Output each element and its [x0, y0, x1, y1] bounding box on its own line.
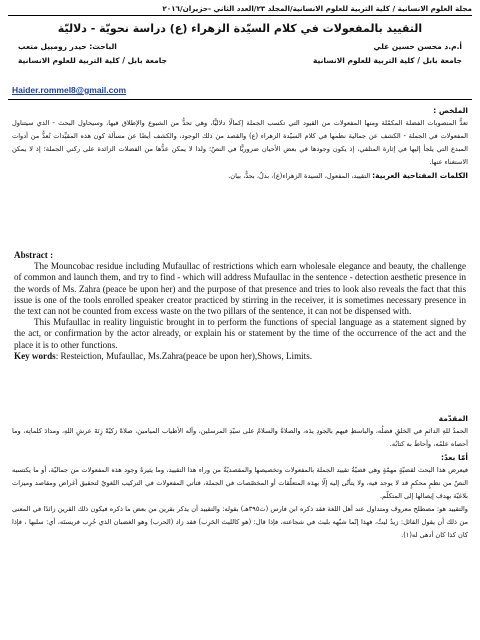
amma-baad-heading: أمّا بعدُ:	[440, 453, 468, 462]
english-abstract-paragraph-1: The Mouncobac residue including Mufaullac of restrictions which earn wholesale elegance and beauty, the challenge of common and launch them, and try to find - which will address Mufaullac in the sentence - detection aesthetic presence in the words of Ms. Zahra (peace be upon her) and the purpose of that presence and tries to look also reveals the fact that this issue is one of the tools enrolled speaker creator practiced by stirring in the receiver, it is sometimes necessary presence in the text can not be counted from excess waste on the two pillars of the sentence, it can not be dispensed with.	[14, 261, 466, 317]
running-header: مجلة العلوم الانسانية / كلية التربية للعلوم الانسانية/المجلد ٢٣/العدد الثاني -حزيران/٢٠١٦	[162, 4, 472, 13]
english-abstract	[14, 250, 466, 362]
arabic-keywords	[12, 169, 468, 183]
introduction-paragraph-1: فيعرض هذا البحث لقضيّةٍ مهمّةٍ وهي قضيّةُ تقييد الجملة بالمفعولات وتخصيصها والمقصديّةُ من وراء هذا التقييد، وما يثيرهُ وجود هذه المفعولات من جماليّة، أو ما يكتسبه النصّ من نظمٍ محكمٍ قد لا يوجد فيه، ولا يتأتّى إليه إلّا بهذه المتعلّقات أو المخصّصات في الجملة، فتأتي المفعولات في التركيب اللغويّ لتحقيق أغراض ومقاصد وميزات بلاغيّة بهدف إيصالها إلى المتكلّم.	[12, 466, 468, 500]
affiliation-right: جامعة بابل / كلية التربية للعلوم الانسانية	[313, 56, 462, 65]
header-rule	[8, 15, 472, 16]
author-right: أ.م.د محسن حسين علي	[373, 42, 462, 51]
affiliation-left: جامعة بابل / كلية التربية للعلوم الانسانية	[18, 56, 167, 65]
english-keywords	[14, 351, 466, 362]
author-left: الباحث: حيدر رومبيل متعب	[18, 42, 117, 51]
arabic-abstract-body: تعدُّ المنصوبات الفضلة المكمّلة ومنها المفعولات من القيود التي تكسب الجملة إكمالًا دلاليًّا، وهي تحدُّ من الشيوع والإطلاق فيها، وسيحاول البحث - الذي سيتناول المفعولات في الجملة - الكشف عن جمالية نظمها في كلام السيّدة الزهراء (ع) والقصد من ذلك الوجود، والكشف أيضًا عن مسألة كون هذه المقيِّدات تُعدُّ من أدوات المبدع التي يلجأ إليها في إثارة المتلقي، إذ يكون وجودها في بعض الأحيان ضروريًّا في النصّ؛ ولذا لا يمكن عدُّها من الفضلات الزائدة على ركني الجملة؛ إذ لا يمكن الاستغناء عنها.	[12, 119, 468, 166]
arabic-abstract-heading: الملخص :	[433, 106, 468, 115]
arabic-keywords-text: التقييد، المفعول، السيدة الزهراء(ع)، بدلٌ، بحدٌّ، بيان.	[228, 172, 371, 180]
paper-title: التقييد بالمفعولات في كلام السيّدة الزهراء (ع) دراسة نحويّة - دلاليّة	[57, 22, 423, 35]
arabic-keywords-label: الكلمات المفتاحية العربية:	[372, 171, 468, 180]
authors-block	[18, 42, 462, 70]
author-names-row	[18, 42, 462, 51]
introduction-opening: الحمدُ للهِ الدائمِ في الخلقِ فضلُه، والباسطِ فيهم بالجودِ يدَه، والصلاةُ والسلامُ على سيّدِ المرسلين، وآله الأطياب الميامين، صلاةً زكيّةً زِنَةَ عرشِ اللهِ، ومدادَ كلماتِه، وما أحصاه علمُه، وأحاطَ به كتابُه.	[12, 427, 468, 448]
arabic-abstract	[12, 104, 468, 183]
email-rule	[8, 99, 472, 100]
introduction-section	[12, 412, 468, 542]
introduction-heading: المقدّمة	[438, 414, 468, 423]
affiliations-row	[18, 56, 462, 65]
english-keywords-text: : Resteiction, Mufaullac, Ms.Zahra(peace be upon her),Shows, Limits.	[55, 350, 313, 361]
english-abstract-heading: Abstract :	[14, 250, 54, 260]
english-abstract-paragraph-2: This Mufaullac in reality linguistic brought in to perform the functions of special language as a statement signed by the act, or confirmation by the actor already, or explain his or statement by the time of the occurrence of the act and the place it is to other functions.	[14, 317, 466, 350]
author-email-link[interactable]: Haider.rommel8@gmail.com	[12, 85, 127, 95]
english-keywords-label: Key words	[14, 350, 56, 361]
introduction-paragraph-2: والتقييد هو: مصطلح معروف ومتداول عند أهل اللغة فقد ذكره ابن فارس (ت٣٩٥هـ) بقوله: والتقييد أن يذكر بقرين من بعض ما ذكره فيكون ذلك القرين زائدًا في المعنى من ذلك أن يقول القائل: زيدٌ ليثٌ، فهذا إنّما شبّهه بليث في شجاعته، فإذا قال: (هو كالليث الحَرِب) فقد زاد (الحرب) وهو الغضبان الذي حُرِب فريستَه، أي: سلبها ، فإذا كان كذا كان أدهى له(١).	[12, 505, 468, 539]
